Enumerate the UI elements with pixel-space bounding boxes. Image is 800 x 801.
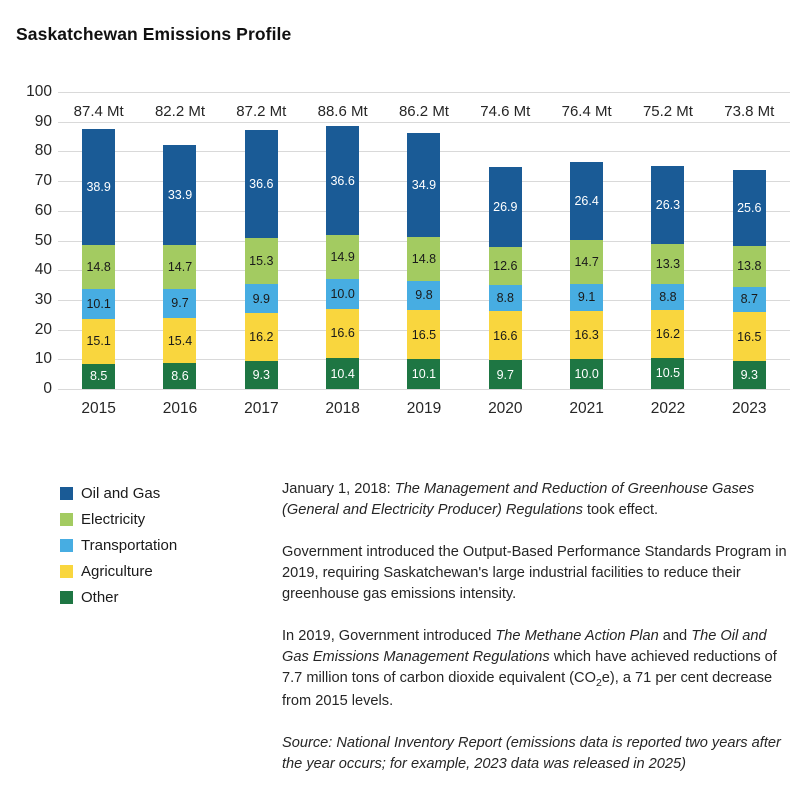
bar-2023 bbox=[733, 170, 766, 389]
y-tick-label: 40 bbox=[34, 261, 52, 279]
bar-segment bbox=[733, 287, 766, 313]
bar-total-label: 86.2 Mt bbox=[398, 102, 449, 120]
bar-segment-value: 14.7 bbox=[167, 260, 193, 275]
bar-segment-value: 14.9 bbox=[330, 250, 355, 265]
plot-area bbox=[26, 83, 790, 397]
bar-segment-value: 15.3 bbox=[249, 254, 274, 269]
x-label-slot bbox=[58, 397, 139, 421]
total-slot bbox=[465, 100, 546, 122]
bar-segment-value: 26.3 bbox=[655, 198, 681, 213]
bar-segment bbox=[651, 284, 684, 310]
note-text-run: e), a 71 per cent decrease from 2015 levels. bbox=[282, 670, 773, 710]
y-tick-label: 100 bbox=[26, 83, 52, 100]
bar-segment-value: 16.5 bbox=[737, 329, 762, 344]
legend-swatch bbox=[60, 513, 73, 526]
x-tick-label: 2017 bbox=[244, 400, 279, 417]
note-paragraph bbox=[282, 479, 790, 521]
legend-label: Oil and Gas bbox=[81, 485, 161, 502]
legend-item bbox=[60, 538, 177, 553]
bar-segment-value: 10.0 bbox=[574, 367, 599, 382]
bar-segment bbox=[82, 245, 115, 289]
x-tick-label: 2018 bbox=[325, 400, 360, 417]
legend-item bbox=[60, 590, 177, 605]
bar-segment bbox=[489, 285, 522, 311]
bar-slot bbox=[627, 92, 708, 389]
note-text-run: In 2019, Government introduced bbox=[282, 628, 496, 644]
total-slot bbox=[709, 100, 790, 122]
bar-total-label: 87.2 Mt bbox=[236, 102, 287, 120]
x-label-slot bbox=[383, 397, 464, 421]
legend-item bbox=[60, 512, 177, 527]
legend-item bbox=[60, 486, 177, 501]
bar-2022 bbox=[651, 166, 684, 389]
bar-segment-value: 16.6 bbox=[330, 326, 355, 341]
bar-segment bbox=[326, 279, 359, 309]
bars-row bbox=[58, 92, 790, 389]
bar-segment bbox=[326, 235, 359, 279]
bar-segment-value: 16.3 bbox=[574, 328, 599, 343]
bar-segment bbox=[733, 246, 766, 287]
bar-total-label: 76.4 Mt bbox=[561, 102, 612, 120]
note-text-run: The Oil and Gas Emissions Management Regulations bbox=[282, 628, 767, 665]
bar-segment-value: 10.5 bbox=[655, 366, 681, 381]
note-paragraph bbox=[282, 733, 790, 775]
x-label-slot bbox=[465, 397, 546, 421]
bar-segment bbox=[651, 244, 684, 284]
bar-segment bbox=[651, 310, 684, 358]
bar-slot bbox=[221, 92, 302, 389]
bar-total-label: 88.6 Mt bbox=[317, 102, 368, 120]
bar-segment bbox=[570, 240, 603, 284]
y-tick-label: 30 bbox=[34, 290, 52, 308]
x-label-slot bbox=[302, 397, 383, 421]
y-tick-label: 80 bbox=[34, 142, 52, 160]
bar-slot bbox=[465, 92, 546, 389]
bar-segment-value: 8.8 bbox=[496, 290, 514, 305]
bar-segment-value: 9.8 bbox=[415, 288, 433, 303]
legend-swatch bbox=[60, 539, 73, 552]
x-label-slot bbox=[709, 397, 790, 421]
legend-swatch bbox=[60, 591, 73, 604]
chart-legend bbox=[60, 486, 177, 616]
bar-segment-value: 13.8 bbox=[737, 259, 762, 274]
bar-segment bbox=[163, 245, 196, 289]
bar-segment-value: 14.7 bbox=[574, 255, 599, 270]
bar-segment-value: 15.1 bbox=[86, 334, 111, 349]
note-text-run: which have achieved reductions of 7.7 million tons of carbon dioxide equivalent (CO bbox=[282, 649, 777, 686]
x-label-slot bbox=[139, 397, 220, 421]
bar-segment bbox=[489, 311, 522, 360]
bar-segment bbox=[163, 318, 196, 364]
bar-slot bbox=[58, 92, 139, 389]
y-tick-label: 90 bbox=[34, 112, 52, 130]
bar-segment-value: 12.6 bbox=[493, 259, 518, 274]
total-slot bbox=[221, 100, 302, 122]
notes-block bbox=[282, 479, 790, 796]
bar-segment-value: 10.1 bbox=[86, 296, 111, 311]
bar-segment bbox=[733, 170, 766, 246]
y-tick-label: 70 bbox=[34, 172, 52, 190]
bar-segment bbox=[82, 129, 115, 245]
bar-segment-value: 36.6 bbox=[330, 173, 355, 188]
bar-segment bbox=[163, 289, 196, 318]
bar-segment-value: 16.6 bbox=[493, 328, 518, 343]
note-text-run: The Methane Action Plan bbox=[495, 628, 659, 644]
bar-2017 bbox=[245, 130, 278, 389]
gridline bbox=[58, 389, 790, 390]
bar-segment bbox=[407, 281, 440, 310]
bar-segment bbox=[570, 284, 603, 311]
bar-segment bbox=[570, 162, 603, 240]
bar-segment bbox=[489, 247, 522, 284]
note-text-run: Source: National Inventory Report (emissions data is reported two years after the year occurs; for example, 2023 data was released in 2025) bbox=[282, 735, 781, 773]
bar-total-label: 73.8 Mt bbox=[724, 102, 775, 120]
bar-segment bbox=[245, 361, 278, 389]
bar-segment bbox=[326, 126, 359, 235]
note-text-run: 2 bbox=[595, 676, 602, 689]
bar-segment-value: 10.4 bbox=[330, 366, 355, 381]
bar-segment bbox=[407, 359, 440, 389]
bar-segment-value: 36.6 bbox=[249, 177, 274, 192]
bar-segment-value: 16.2 bbox=[249, 330, 274, 345]
bar-segment bbox=[733, 312, 766, 361]
bar-totals-row bbox=[58, 100, 790, 122]
x-tick-label: 2023 bbox=[732, 400, 767, 417]
bar-slot bbox=[139, 92, 220, 389]
bar-segment bbox=[163, 363, 196, 389]
x-tick-label: 2020 bbox=[488, 400, 523, 417]
x-axis-labels bbox=[58, 397, 790, 421]
bar-segment bbox=[82, 319, 115, 364]
total-slot bbox=[58, 100, 139, 122]
bar-total-label: 75.2 Mt bbox=[642, 102, 693, 120]
bar-2016 bbox=[163, 145, 196, 389]
page-title: Saskatchewan Emissions Profile bbox=[16, 23, 292, 44]
legend-label: Agriculture bbox=[81, 563, 153, 580]
bar-2015 bbox=[82, 129, 115, 389]
bar-segment-value: 14.8 bbox=[411, 251, 437, 266]
bar-segment bbox=[245, 313, 278, 361]
bar-slot bbox=[709, 92, 790, 389]
x-tick-label: 2021 bbox=[569, 400, 604, 417]
bar-segment-value: 26.4 bbox=[574, 194, 599, 209]
bar-segment bbox=[407, 310, 440, 359]
x-label-slot bbox=[627, 397, 708, 421]
note-paragraph bbox=[282, 542, 790, 605]
bar-segment-value: 13.3 bbox=[655, 256, 681, 271]
total-slot bbox=[383, 100, 464, 122]
bar-segment bbox=[407, 237, 440, 281]
note-text-run: Government introduced the Output-Based Performance Standards Program in 2019, requiring Saskatchewan's large industrial facilities to reduce their greenhouse gas emissions intensity. bbox=[282, 544, 787, 602]
legend-swatch bbox=[60, 565, 73, 578]
bar-segment bbox=[489, 167, 522, 247]
y-tick-label: 60 bbox=[34, 201, 52, 219]
bar-total-label: 74.6 Mt bbox=[480, 102, 531, 120]
x-tick-label: 2016 bbox=[162, 400, 198, 417]
legend-item bbox=[60, 564, 177, 579]
bar-segment bbox=[326, 358, 359, 389]
y-tick-label: 20 bbox=[34, 320, 52, 338]
bar-segment bbox=[733, 361, 766, 389]
note-text-run: took effect. bbox=[582, 502, 659, 518]
bar-segment-value: 8.7 bbox=[740, 292, 758, 307]
bar-segment bbox=[651, 358, 684, 389]
bar-segment-value: 25.6 bbox=[737, 200, 762, 215]
x-tick-label: 2015 bbox=[81, 400, 116, 417]
bar-segment bbox=[82, 289, 115, 319]
bar-segment-value: 9.7 bbox=[496, 367, 514, 382]
y-tick-label: 10 bbox=[34, 350, 52, 368]
note-text-run: The Management and Reduction of Greenhouse Gases (General and Electricity Producer) Regulations bbox=[282, 481, 755, 518]
total-slot bbox=[627, 100, 708, 122]
bar-segment bbox=[163, 145, 196, 246]
bar-segment bbox=[326, 309, 359, 358]
bar-segment-value: 9.9 bbox=[252, 291, 270, 306]
bar-segment-value: 15.4 bbox=[167, 333, 193, 348]
bar-segment bbox=[570, 311, 603, 359]
bar-segment bbox=[489, 360, 522, 389]
bar-slot bbox=[546, 92, 627, 389]
bar-segment bbox=[245, 238, 278, 283]
bar-2021 bbox=[570, 162, 603, 389]
total-slot bbox=[302, 100, 383, 122]
y-tick-label: 0 bbox=[43, 380, 52, 397]
bar-2019 bbox=[407, 133, 440, 389]
bar-2020 bbox=[489, 167, 522, 389]
bar-segment-value: 33.9 bbox=[167, 187, 193, 202]
legend-label: Other bbox=[81, 589, 119, 606]
bar-segment-value: 8.8 bbox=[659, 289, 677, 304]
bar-segment-value: 9.3 bbox=[740, 368, 758, 383]
x-label-slot bbox=[221, 397, 302, 421]
total-slot bbox=[546, 100, 627, 122]
note-text-run: and bbox=[658, 628, 692, 644]
bar-total-label: 82.2 Mt bbox=[154, 102, 205, 120]
bar-segment-value: 8.6 bbox=[171, 369, 189, 384]
bar-segment bbox=[245, 284, 278, 313]
x-tick-label: 2019 bbox=[406, 400, 442, 417]
bar-segment bbox=[407, 133, 440, 237]
bar-segment-value: 9.3 bbox=[252, 368, 270, 383]
bar-slot bbox=[383, 92, 464, 389]
bar-segment-value: 38.9 bbox=[86, 180, 111, 195]
bar-segment bbox=[245, 130, 278, 239]
bar-2018 bbox=[326, 126, 359, 389]
bar-segment bbox=[570, 359, 603, 389]
bar-segment-value: 10.1 bbox=[411, 367, 437, 381]
bar-segment-value: 14.8 bbox=[86, 259, 111, 274]
y-tick-label: 50 bbox=[34, 231, 52, 249]
bar-segment-value: 10.0 bbox=[330, 286, 355, 301]
bar-segment-value: 8.5 bbox=[89, 369, 108, 384]
bar-segment bbox=[82, 364, 115, 389]
note-paragraph bbox=[282, 626, 790, 712]
bar-segment-value: 9.7 bbox=[171, 296, 189, 311]
bar-segment-value: 26.9 bbox=[493, 200, 518, 215]
legend-label: Transportation bbox=[81, 537, 178, 554]
total-slot bbox=[139, 100, 220, 122]
bar-segment bbox=[651, 166, 684, 244]
bar-segment-value: 16.5 bbox=[411, 327, 437, 342]
bar-segment-value: 9.1 bbox=[577, 290, 596, 305]
legend-swatch bbox=[60, 487, 73, 500]
bar-total-label: 87.4 Mt bbox=[73, 102, 124, 120]
legend-label: Electricity bbox=[81, 511, 146, 528]
bar-segment-value: 16.2 bbox=[655, 326, 681, 341]
note-text-run: January 1, 2018: bbox=[282, 481, 395, 497]
x-tick-label: 2022 bbox=[650, 400, 686, 417]
bar-slot bbox=[302, 92, 383, 389]
x-label-slot bbox=[546, 397, 627, 421]
bar-segment-value: 34.9 bbox=[411, 178, 437, 193]
